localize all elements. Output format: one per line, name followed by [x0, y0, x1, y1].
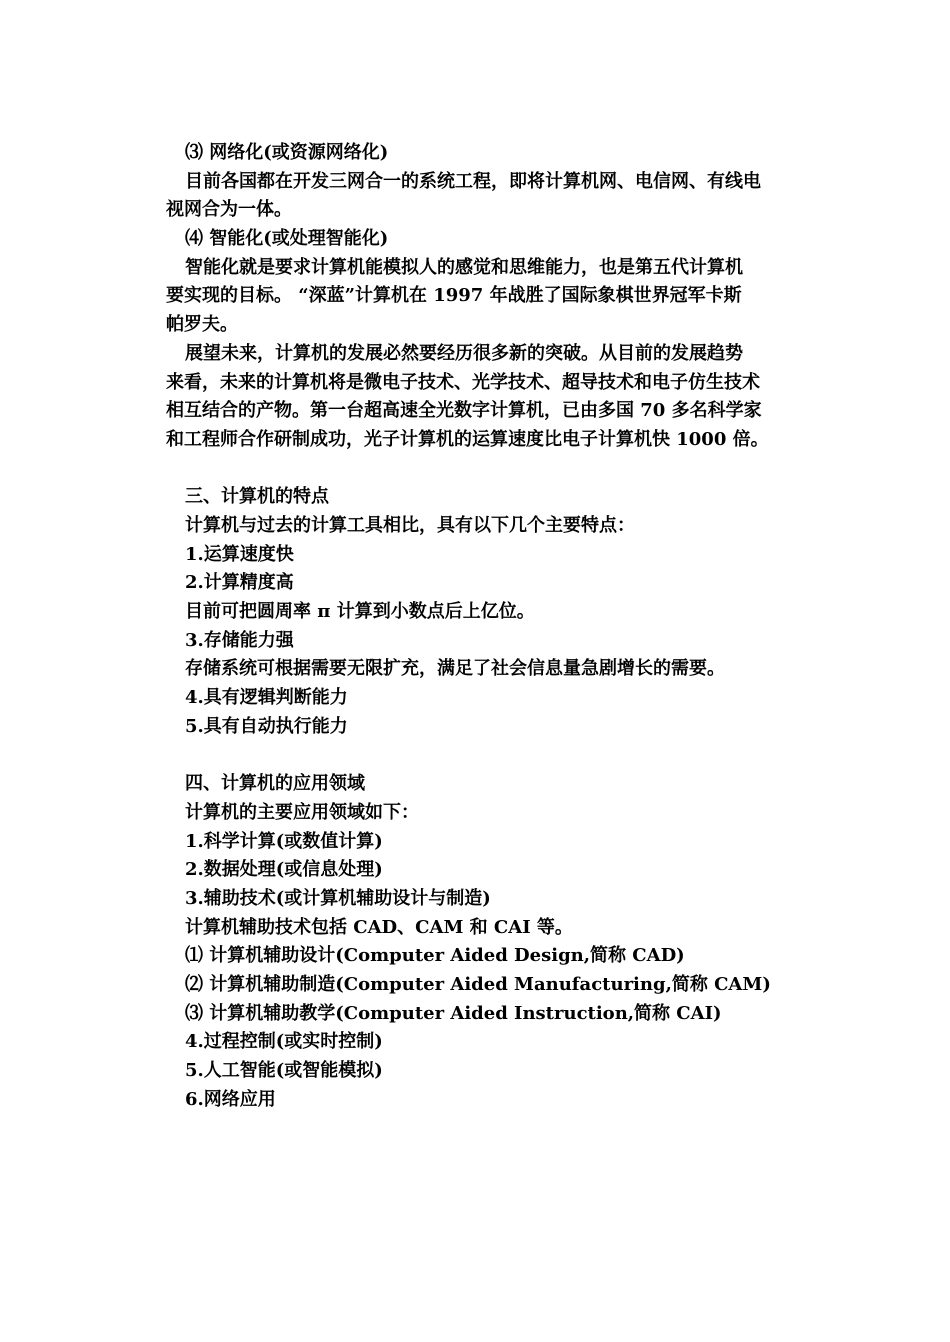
text-line: 要实现的目标。 “深蓝”计算机在 1997 年战胜了国际象棋世界冠军卡斯: [166, 285, 742, 307]
text-line: 四、计算机的应用领域: [185, 773, 365, 795]
document-body: [166, 139, 786, 1114]
text-line: 来看，未来的计算机将是微电子技术、光学技术、超导技术和电子仿生技术: [166, 371, 760, 393]
text-line: 5.人工智能(或智能模拟): [185, 1060, 383, 1081]
text-line: 1.科学计算(或数值计算): [185, 830, 383, 852]
text-line: 目前可把圆周率 π 计算到小数点后上亿位。: [185, 601, 535, 622]
text-line: 2.数据处理(或信息处理): [185, 859, 383, 881]
text-line: ⑴ 计算机辅助设计(Computer Aided Design,简称 CAD): [185, 945, 685, 967]
text-line: 计算机的主要应用领域如下：: [185, 801, 419, 823]
text-line: 相互结合的产物。第一台超高速全光数字计算机，已由多国 70 多名科学家: [166, 400, 762, 422]
text-line: 帕罗夫。: [166, 314, 238, 336]
blank-line: [166, 455, 786, 484]
text-line: 展望未来，计算机的发展必然要经历很多新的突破。从目前的发展趋势: [185, 342, 743, 364]
text-line: 智能化就是要求计算机能模拟人的感觉和思维能力，也是第五代计算机: [185, 256, 743, 278]
text-line: 计算机辅助技术包括 CAD、CAM 和 CAI 等。: [185, 916, 573, 938]
text-line: ⑷ 智能化(或处理智能化): [185, 228, 389, 250]
text-line: 1.运算速度快: [185, 543, 294, 565]
text-line: 3.存储能力强: [185, 629, 294, 651]
text-line: ⑵ 计算机辅助制造(Computer Aided Manufacturing,简称 CAM): [185, 973, 771, 995]
text-line: 5.具有自动执行能力: [185, 715, 348, 737]
text-line: 目前各国都在开发三网合一的系统工程，即将计算机网、电信网、有线电: [185, 170, 761, 192]
text-line: ⑶ 网络化(或资源网络化): [185, 142, 389, 163]
text-line: 4.具有逻辑判断能力: [185, 687, 348, 709]
text-line: 计算机与过去的计算工具相比，具有以下几个主要特点：: [185, 514, 635, 536]
text-line: 3.辅助技术(或计算机辅助设计与制造): [185, 887, 491, 909]
text-line: 三、计算机的特点: [185, 486, 329, 508]
text-line: 存储系统可根据需要无限扩充，满足了社会信息量急剧增长的需要。: [185, 658, 725, 680]
text-line: 和工程师合作研制成功，光子计算机的运算速度比电子计算机快 1000 倍。: [166, 428, 769, 450]
text-line: 2.计算精度高: [185, 572, 294, 594]
blank-line: [166, 741, 786, 770]
text-line: 4.过程控制(或实时控制): [185, 1031, 383, 1053]
text-line: ⑶ 计算机辅助教学(Computer Aided Instruction,简称 CAI): [185, 1002, 722, 1024]
text-line: 视网合为一体。: [166, 199, 292, 221]
text-line: 6.网络应用: [185, 1088, 276, 1110]
